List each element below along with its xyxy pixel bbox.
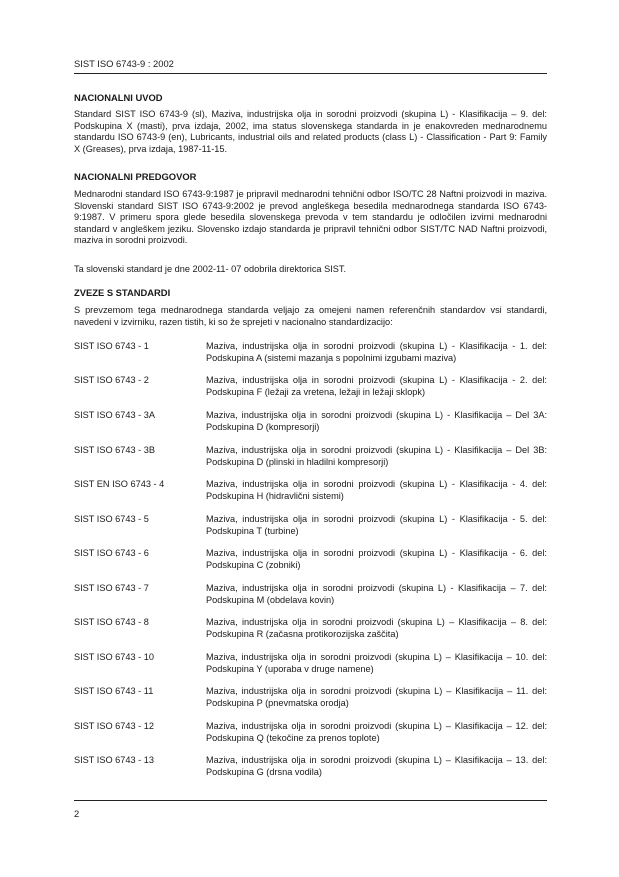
standard-code: SIST ISO 6743 - 12 (74, 721, 155, 731)
standard-code: SIST ISO 6743 - 3A (74, 410, 156, 420)
standard-description: Maziva, industrijska olja in sorodni proizvodi (skupina L) - Klasifikacija - 4. del: Podskupina H (hidravlični sistemi) (206, 479, 547, 501)
paragraph-approval: Ta slovenski standard je dne 2002-11- 07 odobrila direktorica SIST. (74, 264, 347, 274)
standard-description: Maziva, industrijska olja in sorodni proizvodi (skupina L) – Klasifikacija – 12. del: Podskupina Q (tekočine za prenos toplote) (206, 721, 547, 743)
standard-description: Maziva, industrijska olja in sorodni proizvodi (skupina L) - Klasifikacija – Del 3B: Podskupina D (plinski in hladilni kompresorji) (206, 445, 547, 467)
page-number: 2 (74, 808, 80, 819)
document-header: SIST ISO 6743-9 : 2002 (74, 58, 174, 69)
section-title-zveze: ZVEZE S STANDARDI (74, 287, 171, 298)
standard-code: SIST ISO 6743 - 6 (74, 548, 149, 558)
standard-code: SIST ISO 6743 - 13 (74, 755, 155, 765)
standard-description: Maziva, industrijska olja in sorodni proizvodi (skupina L) – Klasifikacija – 10. del: Podskupina Y (uporaba v druge namene) (206, 652, 547, 674)
standard-code: SIST ISO 6743 - 11 (74, 686, 154, 696)
standard-description: Maziva, industrijska olja in sorodni proizvodi (skupina L) – Klasifikacija – 11. del: Podskupina P (pnevmatska orodja) (206, 686, 547, 708)
section-title-predgovor: NACIONALNI PREDGOVOR (74, 171, 197, 182)
standard-code: SIST ISO 6743 - 7 (74, 583, 149, 593)
standard-code: SIST ISO 6743 - 5 (74, 514, 149, 524)
standard-code: SIST ISO 6743 - 3B (74, 445, 156, 455)
document-page (74, 0, 547, 877)
standard-description: Maziva, industrijska olja in sorodni proizvodi (skupina L) - Klasifikacija – Del 3A: Podskupina D (kompresorji) (206, 410, 547, 432)
paragraph-predgovor: Mednarodni standard ISO 6743-9:1987 je pripravil mednarodni tehnični odbor ISO/TC 28 Naftni proizvodi in maziva. Slovenski standard SIST ISO 6743-9:2002 je prevod angleškega besedila mednarodnega standarda ISO 6743-9:1987. V primeru spora glede besedila slovenskega prevoda v tem standardu je odločilen izvirni mednarodni standard v angleškem jeziku. Slovensko izdajo standarda je pripravil tehnični odbor SIST/TC NAD Naftni proizvodi, maziva in sorodni proizvodi. (74, 189, 547, 245)
standard-code: SIST ISO 6743 - 10 (74, 652, 155, 662)
standard-description: Maziva, industrijska olja in sorodni proizvodi (skupina L) – Klasifikacija – 13. del: Podskupina G (drsna vodila) (206, 755, 547, 777)
standard-description: Maziva, industrijska olja in sorodni proizvodi (skupina L) - Klasifikacija - 5. del: Podskupina T (turbine) (206, 514, 547, 536)
standard-description: Maziva, industrijska olja in sorodni proizvodi (skupina L) - Klasifikacija - 2. del: Podskupina F (ležaji za vretena, ležaji in ležaji sklopk) (206, 375, 547, 397)
paragraph-zveze: S prevzemom tega mednarodnega standarda veljajo za omejeni namen referenčnih standardov vsi standardi, navedeni v izvirniku, razen tistih, ki so že sprejeti v nacionalno standardizacijo: (74, 305, 547, 327)
header-rule (74, 73, 547, 74)
standard-description: Maziva, industrijska olja in sorodni proizvodi (skupina L) - Klasifikacija - 1. del: Podskupina A (sistemi mazanja s popolnimi izgubami maziva) (206, 341, 547, 363)
standard-code: SIST ISO 6743 - 1 (74, 341, 149, 351)
standard-description: Maziva, industrijska olja in sorodni proizvodi (skupina L) - Klasifikacija - 6. del: Podskupina C (zobniki) (206, 548, 547, 570)
section-title-uvod: NACIONALNI UVOD (74, 92, 163, 103)
paragraph-uvod: Standard SIST ISO 6743-9 (sl), Maziva, industrijska olja in sorodni proizvodi (skupina L) - Klasifikacija – 9. del: Podskupina X (masti), prva izdaja, 2002, ima status slovenskega standarda in je enakovreden mednarodnemu standardu ISO 6743-9 (en), Lubricants, industrial oils and related products (class L) - Classification - Part 9: Family X (Greases), prva izdaja, 1987-11-15. (74, 109, 547, 154)
standard-code: SIST EN ISO 6743 - 4 (74, 479, 165, 489)
standard-code: SIST ISO 6743 - 2 (74, 375, 149, 385)
standard-description: Maziva, industrijska olja in sorodni proizvodi (skupina L) - Klasifikacija – 7. del: Podskupina M (obdelava kovin) (206, 583, 547, 605)
standard-code: SIST ISO 6743 - 8 (74, 617, 149, 627)
standard-description: Maziva, industrijska olja in sorodni proizvodi (skupina L) – Klasifikacija – 8. del: Podskupina R (začasna protikorozijska zaščita) (206, 617, 547, 639)
footer-rule (74, 800, 547, 801)
